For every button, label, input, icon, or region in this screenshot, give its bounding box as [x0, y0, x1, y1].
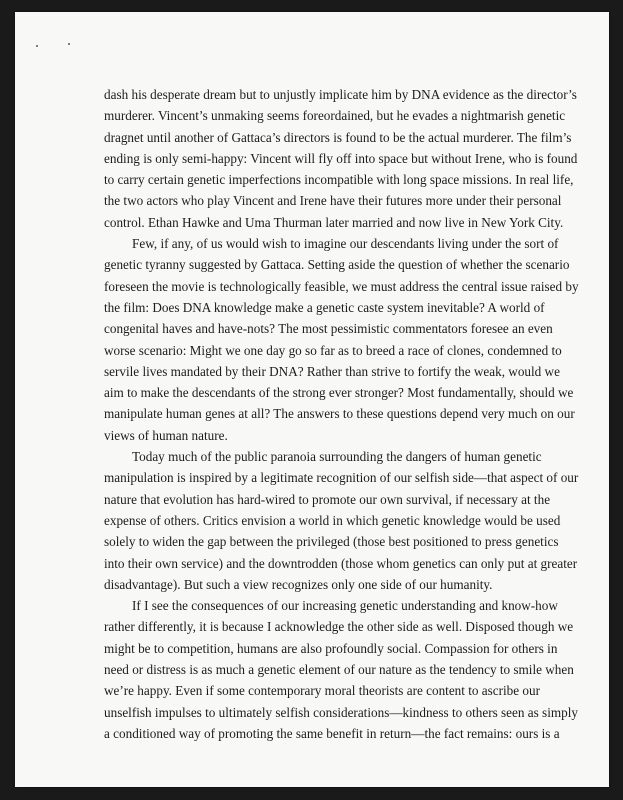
text-line: servile lives mandated by their DNA? Rather than strive to fortify the weak, would we [104, 363, 560, 379]
paper-speck [68, 43, 70, 45]
text-line: the two actors who play Vincent and Irene have their futures more under their personal [104, 193, 562, 209]
paragraph-first-line: If I see the consequences of our increasing genetic understanding and know-how [132, 598, 558, 614]
body-text [104, 84, 579, 744]
text-line: we’re happy. Even if some contemporary moral theorists are content to ascribe our [104, 683, 541, 699]
text-line: dragnet until another of Gattaca’s directors is found to be the actual murderer. The film’s [104, 129, 572, 145]
text-line: manipulation is inspired by a legitimate recognition of our selfish side—that aspect of our [104, 470, 579, 486]
text-line: control. Ethan Hawke and Uma Thurman later married and now live in New York City. [104, 214, 564, 230]
text-line: the film: Does DNA knowledge make a genetic caste system inevitable? A world of [104, 299, 545, 315]
text-line: disadvantage). But such a view recognizes only one side of our humanity. [104, 576, 493, 592]
text-line: rather differently, it is because I acknowledge the other side as well. Disposed though we [104, 619, 574, 635]
text-line: solely to widen the gap between the privileged (those best positioned to press genetics [104, 534, 559, 550]
text-line: genetic tyranny suggested by Gattaca. Setting aside the question of whether the scenario [104, 257, 570, 273]
paragraph-first-line: Few, if any, of us would wish to imagine our descendants living under the sort of [132, 236, 559, 252]
text-line: aim to make the descendants of the strong ever stronger? Most fundamentally, should we [104, 385, 574, 401]
text-line: congenital haves and have-nots? The most pessimistic commentators foresee an even [104, 321, 553, 337]
text-line: expense of others. Critics envision a world in which genetic knowledge would be used [104, 512, 561, 528]
text-line: nature that evolution has hard-wired to promote our own survival, if necessary at the [104, 491, 551, 507]
text-line: might be to competition, humans are also profoundly social. Compassion for others in [104, 640, 558, 656]
text-line: ending is only semi-happy: Vincent will fly off into space but without Irene, who is found [104, 150, 578, 166]
paragraph-first-line: Today much of the public paranoia surrounding the dangers of human genetic [132, 449, 542, 465]
text-line: to carry certain genetic imperfections incompatible with long space missions. In real life, [104, 172, 574, 188]
paper-speck [36, 45, 38, 47]
text-line: need or distress is as much a genetic element of our nature as the tendency to smile when [104, 662, 574, 678]
text-line: unselfish impulses to ultimately selfish considerations—kindness to others seen as simply [104, 704, 578, 720]
text-line: worse scenario: Might we one day go so far as to breed a race of clones, condemned to [104, 342, 562, 358]
text-line: into their own service) and the downtrodden (those whom genetics can only put at greater [104, 555, 578, 571]
text-line: foreseen the movie is technologically feasible, we must address the central issue raised by [104, 278, 579, 294]
text-line: manipulate human genes at all? The answers to these questions depend very much on our [104, 406, 575, 422]
text-line: views of human nature. [104, 427, 228, 443]
document-page [15, 12, 609, 787]
text-line: murderer. Vincent’s unmaking seems foreordained, but he evades a nightmarish genetic [104, 108, 566, 124]
text-line: dash his desperate dream but to unjustly implicate him by DNA evidence as the director’s [104, 87, 577, 102]
text-line: a conditioned way of promoting the same benefit in return—the fact remains: ours is a [104, 725, 560, 741]
